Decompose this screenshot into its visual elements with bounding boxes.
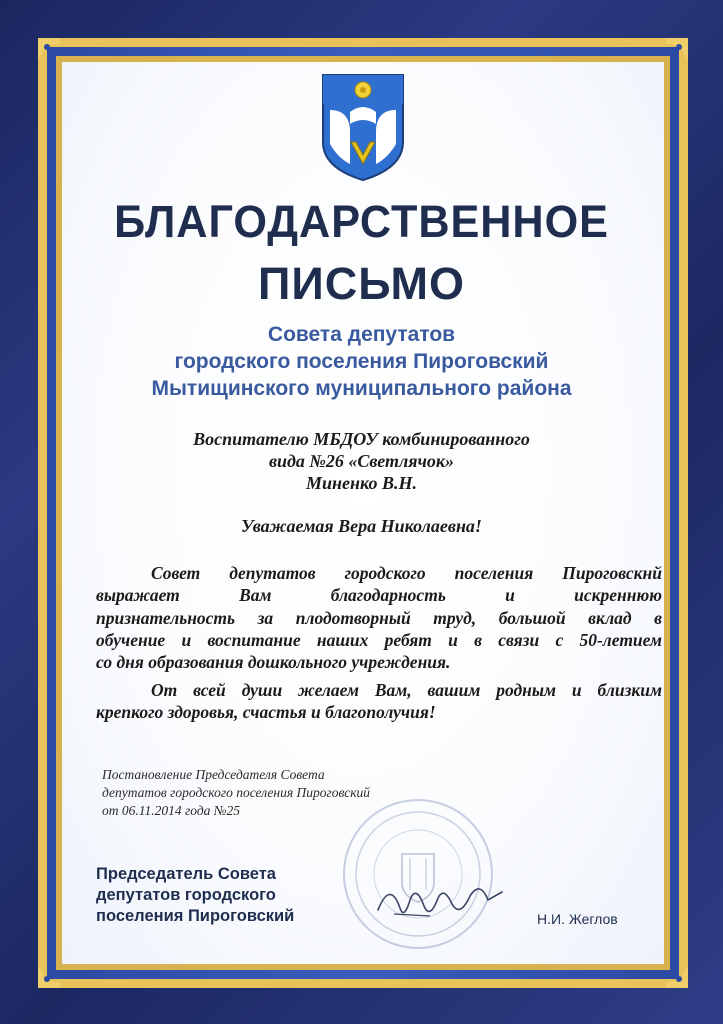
council-line3: Мытищинского муниципального района (151, 377, 572, 400)
council-line1: Совета депутатов (267, 323, 456, 346)
body-line: крепкого здоровья, счастья и благополучия! (96, 702, 436, 722)
chairman-title-line2: депутатов городского (96, 886, 276, 904)
page-title-line1: БЛАГОДАРСТВЕННОЕ (114, 196, 609, 247)
handwritten-signature-icon (370, 870, 510, 930)
corner-ornament-icon (666, 38, 688, 60)
decree-line3: от 06.11.2014 года №25 (102, 803, 241, 818)
body-line: Совет депутатов городского поселения Пироговскнй (151, 563, 662, 583)
body-line: со дня образования дошкольного учреждения. (96, 652, 451, 672)
greeting: Уважаемая Вера Николаевна! (241, 516, 482, 536)
chairman-title-line1: Председатель Совета (96, 865, 276, 883)
body-line: От всей души желаем Вам, вашим родным и близким (151, 680, 662, 700)
decree-line1: Постановление Председателя Совета (102, 767, 325, 782)
body-line: выражает Вам благодарность и искреннюю (96, 585, 662, 605)
recipient-line1: Воспитателю МБДОУ комбинированного (193, 429, 530, 449)
council-line2: городского поселения Пироговский (174, 350, 549, 373)
corner-ornament-icon (666, 966, 688, 988)
body-line: обучение и воспитание наших ребят и в связи с 50-летием (96, 630, 662, 650)
corner-ornament-icon (38, 966, 60, 988)
recipient-name: Миненко В.Н. (306, 473, 417, 493)
recipient-line2: вида №26 «Светлячок» (268, 451, 455, 471)
corner-ornament-icon (38, 38, 60, 60)
chairman-title-line3: поселения Пироговский (96, 907, 295, 925)
signer-name: Н.И. Жеглов (537, 911, 618, 927)
page-title-line2: ПИСЬМО (258, 258, 465, 309)
body-line: признательность за плодотворный труд, большой вклад в (96, 608, 662, 628)
coat-of-arms-icon (320, 72, 406, 182)
decree-line2: депутатов городского поселения Пироговский (102, 785, 371, 800)
